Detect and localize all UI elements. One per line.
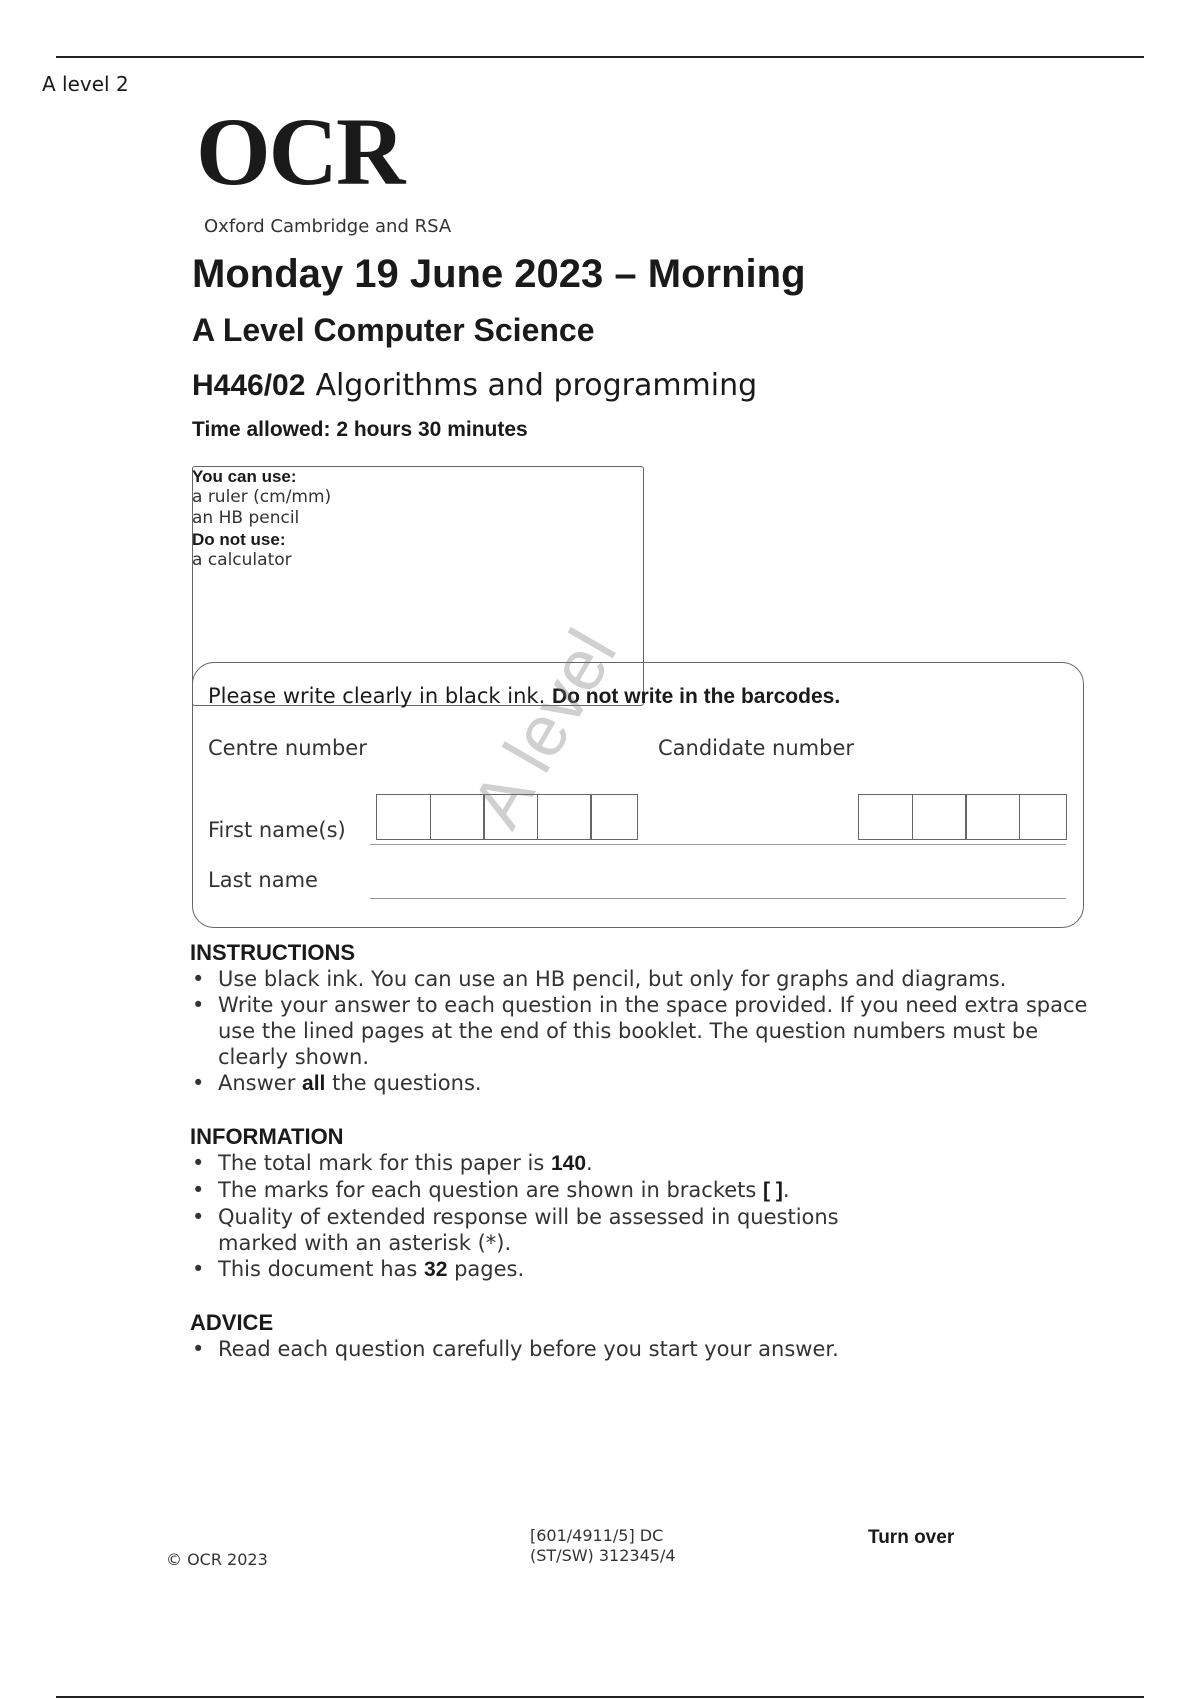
instruction-item: • Write your answer to each question in the space provided. If you need extra space use the lined pages at the end of this booklet. The question numbers must be clearly shown. [190, 992, 1090, 1070]
information-item: • Quality of extended response will be assessed in questions marked with an asterisk (*). [190, 1204, 910, 1256]
last-name-label: Last name [208, 868, 318, 892]
centre-number-digit[interactable] [376, 794, 431, 840]
information-item: • The total mark for this paper is 140. [190, 1150, 910, 1177]
information-item: • This document has 32 pages. [190, 1256, 910, 1283]
instructions-heading: INSTRUCTIONS [190, 940, 355, 965]
paper-reference [530, 1526, 676, 1566]
exam-subject: A Level Computer Science [192, 312, 595, 348]
candidate-number-digit[interactable] [965, 794, 1020, 840]
copyright: © OCR 2023 [166, 1550, 268, 1569]
advice-item: • Read each question carefully before you start your answer. [190, 1336, 1090, 1362]
paper-code-line [192, 368, 757, 403]
paper-title: Algorithms and programming [315, 368, 758, 403]
bottom-rule [56, 1696, 1144, 1698]
advice-section [190, 1310, 1090, 1362]
ocr-logo-tagline: Oxford Cambridge and RSA [204, 216, 452, 237]
last-name-field[interactable] [370, 898, 1066, 899]
watermark: A level [456, 616, 633, 841]
centre-number-digit[interactable] [590, 794, 638, 840]
top-rule [56, 56, 1144, 58]
do-not-use-heading: Do not use: [192, 530, 286, 549]
ocr-logo: OCR [196, 98, 404, 205]
instruction-item: • Use black ink. You can use an HB pencil, but only for graphs and diagrams. [190, 966, 1090, 992]
instructions-section [190, 940, 1090, 1097]
paper-code: H446/02 [192, 369, 306, 402]
can-use-heading: You can use: [192, 467, 297, 486]
candidate-number-label: Candidate number [658, 736, 854, 760]
first-name-field[interactable] [370, 844, 1066, 845]
first-name-label: First name(s) [208, 818, 346, 842]
candidate-number-digit[interactable] [858, 794, 913, 840]
paper-reference-line: (ST/SW) 312345/4 [530, 1546, 676, 1565]
information-section [190, 1124, 910, 1283]
can-use-item: a ruler (cm/mm) [192, 487, 332, 507]
write-clearly-text: Please write clearly in black ink. [208, 684, 546, 708]
equipment-list [192, 466, 331, 571]
barcode-warning: Do not write in the barcodes. [551, 685, 841, 708]
can-use-item: an HB pencil [192, 508, 300, 528]
instruction-item: • Answer all the questions. [190, 1070, 1090, 1097]
centre-number-label: Centre number [208, 736, 367, 760]
turn-over: Turn over [868, 1527, 955, 1548]
do-not-use-item: a calculator [192, 550, 292, 570]
candidate-number-digit[interactable] [912, 794, 967, 840]
advice-heading: ADVICE [190, 1310, 274, 1335]
header-label: A level 2 [42, 72, 129, 96]
candidate-number-boxes [858, 794, 1065, 840]
information-heading: INFORMATION [190, 1124, 344, 1149]
candidate-number-digit[interactable] [1019, 794, 1067, 840]
information-item: • The marks for each question are shown in brackets [ ]. [190, 1177, 910, 1204]
time-allowed: Time allowed: 2 hours 30 minutes [192, 418, 528, 441]
exam-date: Monday 19 June 2023 – Morning [192, 252, 806, 296]
paper-reference-line: [601/4911/5] DC [530, 1526, 664, 1545]
